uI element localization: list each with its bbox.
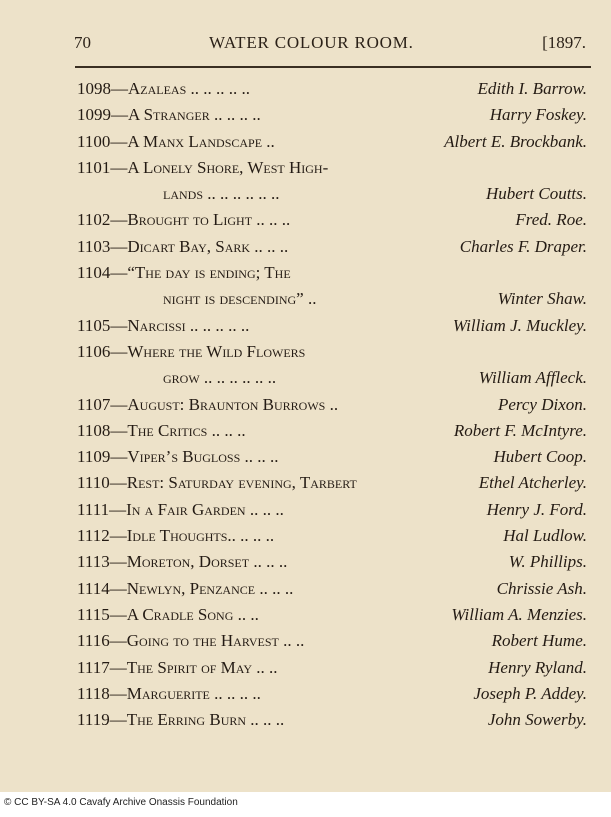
entry-title: 1116—Going to the Harvest .. .. <box>77 631 305 651</box>
entry-line <box>77 313 587 339</box>
entry-line <box>77 129 587 155</box>
page-header <box>74 33 594 59</box>
entry-title: 1100—A Manx Landscape .. <box>77 131 275 151</box>
artist-name: Joseph P. Addey. <box>473 683 587 703</box>
entry-line-continued <box>77 286 587 312</box>
header-rule <box>75 66 591 68</box>
catalogue-entry <box>77 470 587 496</box>
entry-title: 1108—The Critics .. .. .. <box>77 420 246 440</box>
entry-line <box>77 102 587 128</box>
catalogue-entry <box>77 628 587 654</box>
entry-title-continued: night is descending” .. <box>163 289 317 309</box>
entry-line <box>77 76 587 102</box>
catalogue-entry <box>77 523 587 549</box>
entry-line <box>77 681 587 707</box>
entry-line-continued <box>77 181 587 207</box>
entry-line <box>77 444 587 470</box>
artist-name: Edith I. Barrow. <box>477 79 587 98</box>
catalogue-entry <box>77 392 587 418</box>
artist-name: Albert E. Brockbank. <box>444 131 587 151</box>
entry-line-continued <box>77 365 587 391</box>
entry-title: 1098—Azaleas .. .. .. .. .. <box>77 79 251 98</box>
entry-line <box>77 523 587 549</box>
credit-line: © CC BY-SA 4.0 Cavafy Archive Onassis Foundation <box>4 797 238 808</box>
entry-title: 1105—Narcissi .. .. .. .. .. <box>77 315 250 335</box>
entry-line <box>77 707 587 733</box>
entry-title: 1111—In a Fair Garden .. .. .. <box>77 499 284 519</box>
catalogue-entry <box>77 497 587 523</box>
year-label: [1897. <box>542 33 586 52</box>
artist-name: John Sowerby. <box>487 710 587 730</box>
catalogue-entry <box>77 681 587 707</box>
entry-title: 1103—Dicart Bay, Sark .. .. .. <box>77 236 289 256</box>
catalogue-entry <box>77 576 587 602</box>
page-number: 70 <box>74 33 91 52</box>
catalogue-entry <box>77 313 587 339</box>
entry-line <box>77 576 587 602</box>
entry-line <box>77 260 587 286</box>
entry-title: 1118—Marguerite .. .. .. .. <box>77 683 261 703</box>
artist-name: Chrissie Ash. <box>496 578 587 598</box>
artist-name: Hubert Coutts. <box>485 184 587 204</box>
entry-line <box>77 418 587 444</box>
catalogue-entry <box>77 707 587 733</box>
artist-name: Robert F. McIntyre. <box>453 420 587 440</box>
catalogue-entry <box>77 207 587 233</box>
page-title: WATER COLOUR ROOM. <box>209 33 414 52</box>
entry-title-continued: grow .. .. .. .. .. .. <box>163 368 277 388</box>
artist-name: William Affleck. <box>478 368 587 388</box>
entry-title: 1101—A Lonely Shore, West High- <box>77 157 329 177</box>
entry-line <box>77 234 587 260</box>
entry-line <box>77 392 587 418</box>
catalogue-entry <box>77 129 587 155</box>
entry-line <box>77 549 587 575</box>
entry-line <box>77 207 587 233</box>
catalogue-entry <box>77 234 587 260</box>
artist-name: Henry Ryland. <box>488 657 587 677</box>
artist-name: Winter Shaw. <box>497 289 587 309</box>
entry-title: 1104—“The day is ending; The <box>77 263 291 283</box>
catalogue-entry <box>77 602 587 628</box>
catalogue-entry <box>77 655 587 681</box>
entry-title: 1117—The Spirit of May .. .. <box>77 657 278 677</box>
entry-title: 1115—A Cradle Song .. .. <box>77 604 259 624</box>
entry-title: 1099—A Stranger .. .. .. .. <box>77 105 261 125</box>
artist-name: Fred. Roe. <box>515 210 587 230</box>
entry-line <box>77 497 587 523</box>
entry-title: 1109—Viper’s Bugloss .. .. .. <box>77 447 279 467</box>
entry-title: 1102—Brought to Light .. .. .. <box>77 210 291 230</box>
catalogue-entry <box>77 155 587 208</box>
entry-title: 1110—Rest: Saturday evening, Tarbert <box>77 473 357 493</box>
artist-name: Ethel Atcherley. <box>478 473 587 493</box>
catalogue-entry <box>77 76 587 102</box>
entry-line <box>77 339 587 365</box>
catalogue-list <box>77 76 587 733</box>
artist-name: Charles F. Draper. <box>459 236 587 256</box>
catalogue-entry <box>77 549 587 575</box>
entry-title: 1113—Moreton, Dorset .. .. .. <box>77 552 288 572</box>
artist-name: William A. Menzies. <box>451 604 587 624</box>
catalogue-entry <box>77 102 587 128</box>
entry-title: 1114—Newlyn, Penzance .. .. .. <box>77 578 294 598</box>
catalogue-entry <box>77 260 587 313</box>
entry-title: 1112—Idle Thoughts.. .. .. .. <box>77 526 275 546</box>
entry-line <box>77 628 587 654</box>
artist-name: Hal Ludlow. <box>503 526 587 546</box>
catalogue-entry <box>77 444 587 470</box>
artist-name: William J. Muckley. <box>452 315 587 335</box>
entry-title: 1107—August: Braunton Burrows .. <box>77 394 339 414</box>
entry-line <box>77 155 587 181</box>
artist-name: Harry Foskey. <box>489 105 587 125</box>
entry-line <box>77 655 587 681</box>
artist-name: Hubert Coop. <box>493 447 587 467</box>
entry-title: 1106—Where the Wild Flowers <box>77 341 306 361</box>
artist-name: W. Phillips. <box>508 552 587 572</box>
artist-name: Henry J. Ford. <box>486 499 587 519</box>
artist-name: Robert Hume. <box>491 631 587 651</box>
catalogue-entry <box>77 418 587 444</box>
artist-name: Percy Dixon. <box>497 394 587 414</box>
entry-line <box>77 602 587 628</box>
entry-title: 1119—The Erring Burn .. .. .. <box>77 710 285 730</box>
catalogue-entry <box>77 339 587 392</box>
entry-title-continued: lands .. .. .. .. .. .. <box>163 184 280 204</box>
entry-line <box>77 470 587 496</box>
